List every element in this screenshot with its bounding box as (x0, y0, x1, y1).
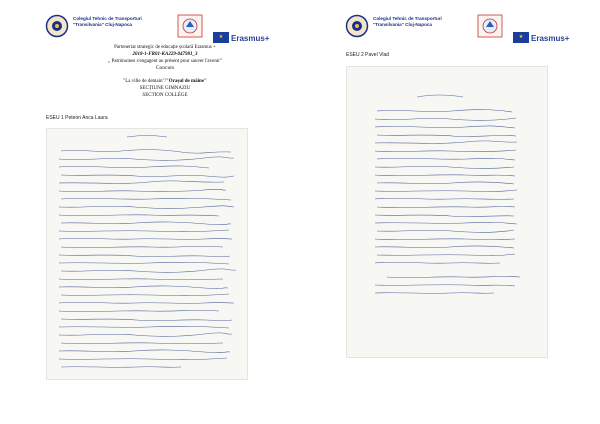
school-logo-icon (45, 14, 69, 38)
erasmus-logo: Erasmus+ (231, 34, 270, 43)
erasmus-logo: Erasmus+ (531, 34, 570, 43)
crest-logo-icon (477, 14, 503, 38)
school-logo-icon (345, 14, 369, 38)
project-code: 2018-1-FR01-KA229-047981_3 (132, 52, 198, 57)
section-gimnaziu: SECȚIUNE GIMNAZIU (139, 86, 191, 91)
handwritten-essay-1-scan (46, 128, 248, 380)
right-header (345, 12, 595, 42)
crest-logo-icon (177, 14, 203, 38)
handwriting-image (347, 67, 547, 357)
section-college: SECTION COLLÈGE (142, 93, 188, 98)
partner-line: Parteneriat strategic de educație școlară Erasmus + (114, 45, 216, 50)
handwriting-image (47, 129, 247, 379)
project-info (40, 44, 290, 99)
left-header (45, 12, 295, 42)
eu-flag-icon: ★ (213, 32, 229, 43)
project-title: „ Patrimoines s'engagent au présent pour sauver l'avenir" (108, 59, 222, 64)
right-page (300, 0, 600, 424)
theme-line: "La ville de demain"/"Orașul de mâine" (123, 79, 207, 84)
contest-label: Concurs (155, 65, 175, 71)
eu-flag-icon: ★ (513, 32, 529, 43)
school-name: Colegiul Tehnic de Transporturi "Transilvania" Cluj-Napoca (73, 16, 142, 27)
handwritten-essay-2-scan (346, 66, 548, 358)
school-name: Colegiul Tehnic de Transporturi "Transilvania" Cluj-Napoca (373, 16, 442, 27)
essay-2-author: ESEU 2 Pavel Vlad (346, 52, 390, 58)
essay-1-author: ESEU 1 Peteon Anca Laura (46, 115, 108, 121)
